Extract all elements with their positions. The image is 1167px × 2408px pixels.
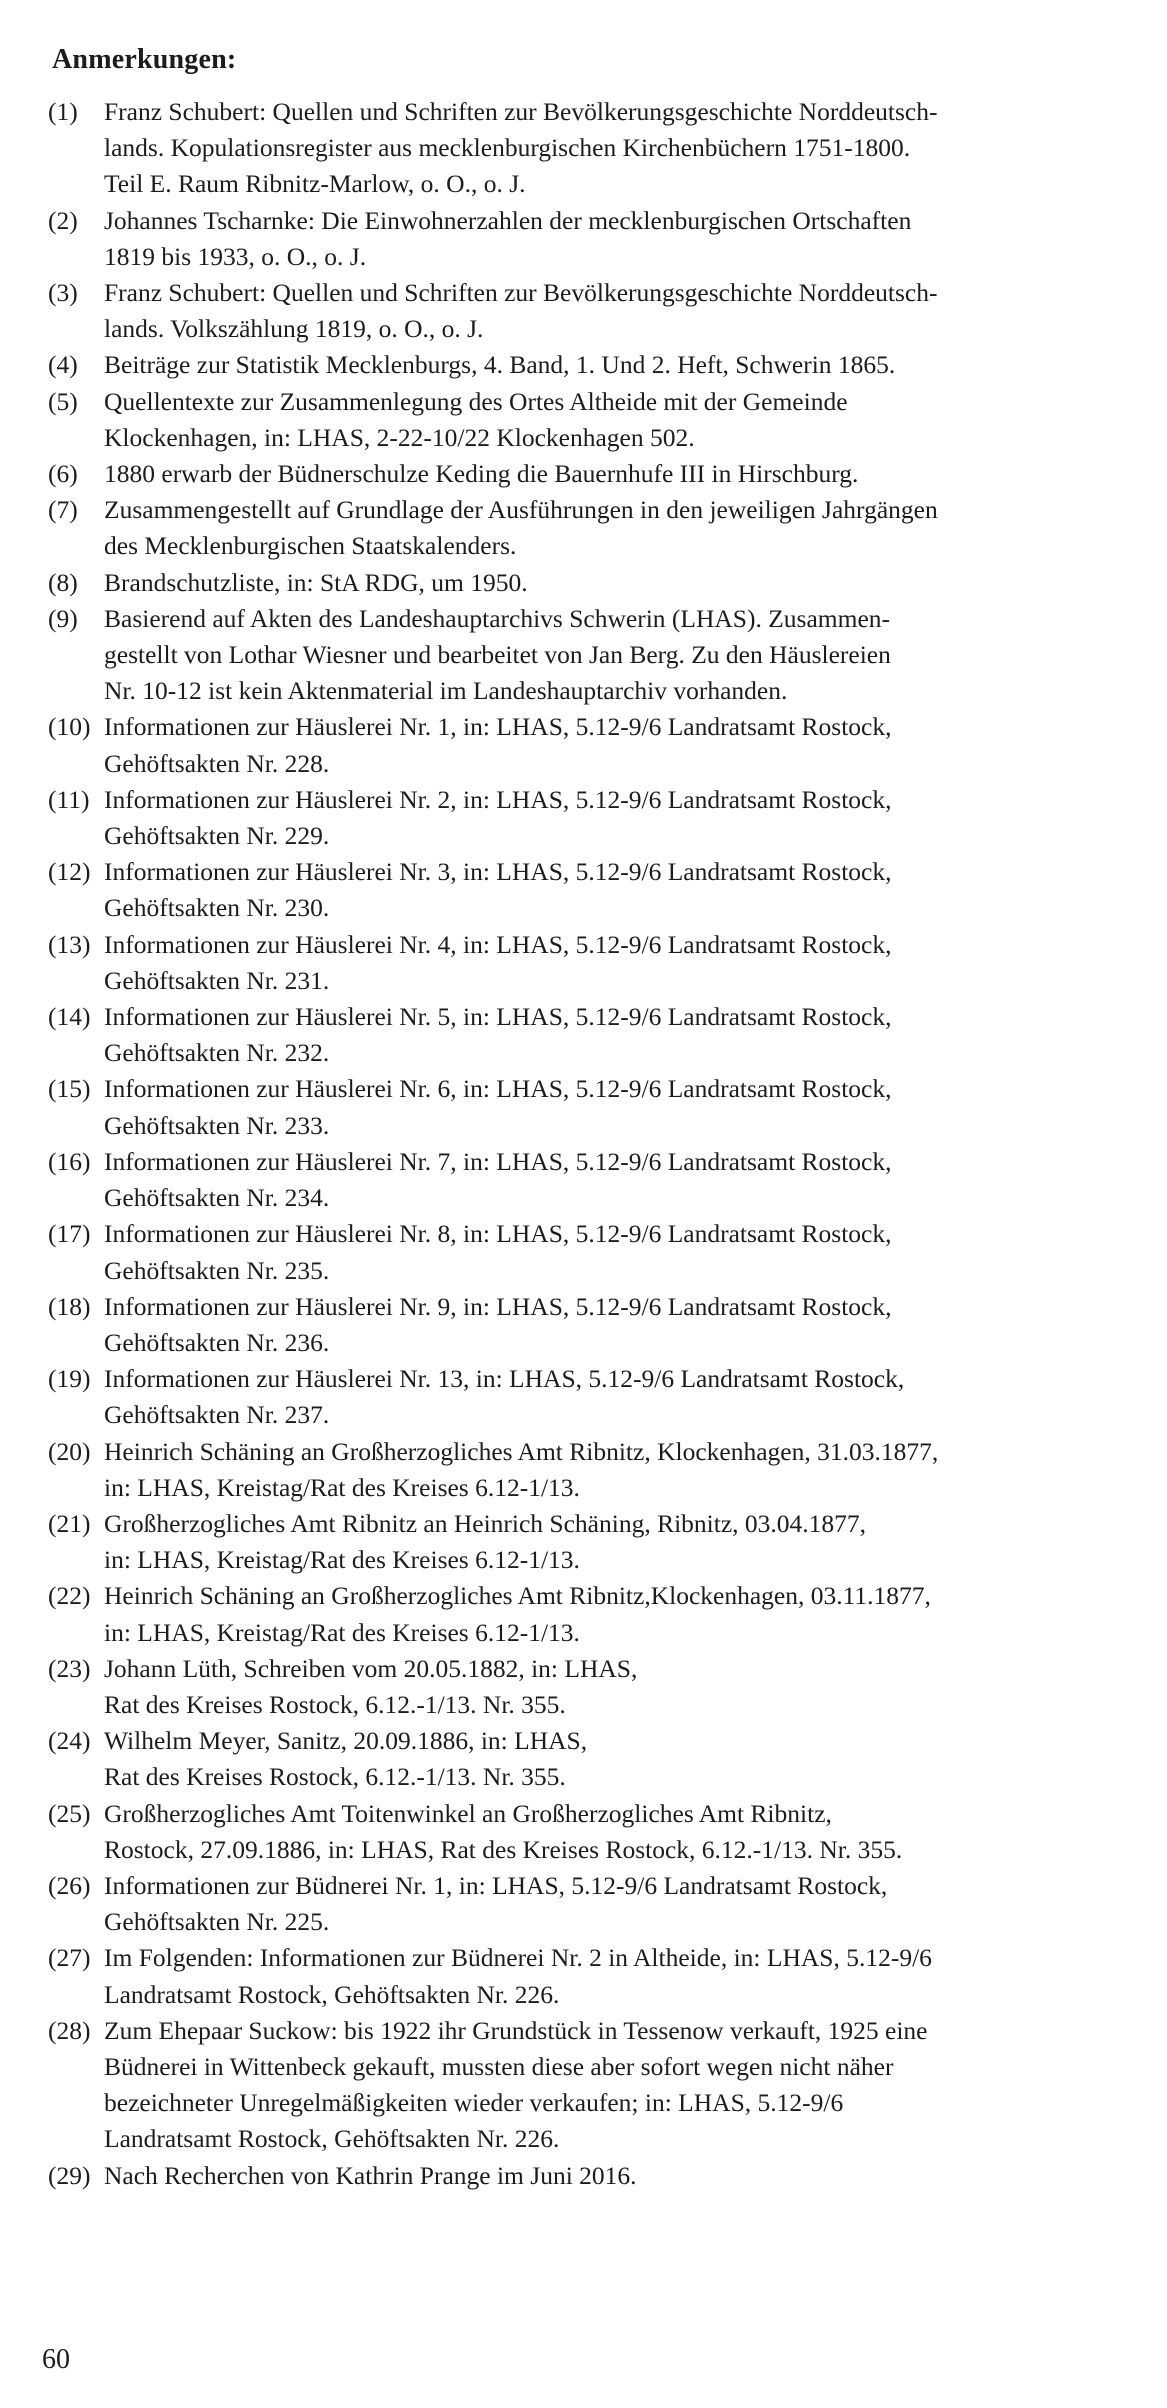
footnote-number: (3) bbox=[48, 278, 78, 308]
footnote-number: (29) bbox=[48, 2160, 91, 2190]
footnote-text-line: Gehöftsakten Nr. 229. bbox=[104, 821, 330, 851]
footnote-text-line: Landratsamt Rostock, Gehöftsakten Nr. 226. bbox=[104, 2124, 560, 2154]
footnote-text-line: Basierend auf Akten des Landeshauptarchivs Schwerin (LHAS). Zusammen- bbox=[104, 603, 891, 633]
footnote-number: (6) bbox=[48, 459, 78, 489]
footnote-text bbox=[104, 709, 1148, 781]
footnote-text bbox=[104, 347, 1148, 383]
footnote-number: (15) bbox=[48, 1074, 91, 1104]
footnote-text-line: Heinrich Schäning an Großherzogliches Amt Ribnitz,Klockenhagen, 03.11.1877, bbox=[104, 1581, 931, 1611]
footnote-number: (22) bbox=[48, 1581, 91, 1611]
footnote-text-line: Informationen zur Häuslerei Nr. 4, in: LHAS, 5.12-9/6 Landratsamt Rostock, bbox=[104, 929, 892, 959]
footnote-text-line: Teil E. Raum Ribnitz-Marlow, o. O., o. J. bbox=[104, 169, 526, 199]
footnote-item bbox=[48, 347, 1148, 383]
footnote-text-line: 1819 bis 1933, o. O., o. J. bbox=[104, 241, 367, 271]
footnote-item bbox=[48, 1144, 1148, 1216]
footnote-text-line: Informationen zur Häuslerei Nr. 1, in: LHAS, 5.12-9/6 Landratsamt Rostock, bbox=[104, 712, 892, 742]
footnote-text-line: Großherzogliches Amt Toitenwinkel an Großherzogliches Amt Ribnitz, bbox=[104, 1798, 832, 1828]
footnote-text-line: Informationen zur Häuslerei Nr. 6, in: LHAS, 5.12-9/6 Landratsamt Rostock, bbox=[104, 1074, 892, 1104]
footnote-number: (26) bbox=[48, 1870, 91, 1900]
footnote-text-line: Zusammengestellt auf Grundlage der Ausführungen in den jeweiligen Jahrgängen bbox=[104, 495, 938, 525]
footnote-text-line: Gehöftsakten Nr. 236. bbox=[104, 1327, 330, 1357]
footnote-text-line: in: LHAS, Kreistag/Rat des Kreises 6.12-1/13. bbox=[104, 1545, 580, 1575]
footnote-item bbox=[48, 492, 1148, 564]
footnote-item bbox=[48, 1216, 1148, 1288]
page-number: 60 bbox=[42, 2344, 70, 2375]
footnote-number: (1) bbox=[48, 97, 78, 126]
footnote-text-line: in: LHAS, Kreistag/Rat des Kreises 6.12-1/13. bbox=[104, 1472, 580, 1502]
footnote-text-line: Informationen zur Häuslerei Nr. 2, in: LHAS, 5.12-9/6 Landratsamt Rostock, bbox=[104, 784, 892, 814]
footnote-number: (12) bbox=[48, 857, 91, 887]
footnote-text bbox=[104, 1361, 1148, 1433]
footnote-item bbox=[48, 1578, 1148, 1650]
footnote-item bbox=[48, 94, 1148, 203]
notes-list bbox=[48, 94, 1148, 2194]
footnote-number: (17) bbox=[48, 1219, 91, 1249]
footnote-item bbox=[48, 1289, 1148, 1361]
footnote-text-line: Gehöftsakten Nr. 234. bbox=[104, 1183, 330, 1213]
footnote-item bbox=[48, 456, 1148, 492]
footnote-text-line: Zum Ehepaar Suckow: bis 1922 ihr Grundstück in Tessenow verkauft, 1925 eine bbox=[104, 2015, 928, 2045]
footnote-text-line: Landratsamt Rostock, Gehöftsakten Nr. 226. bbox=[104, 1979, 560, 2009]
footnote-text-line: lands. Volkszählung 1819, o. O., o. J. bbox=[104, 314, 484, 344]
footnote-text bbox=[104, 1796, 1148, 1868]
footnote-text-line: Großherzogliches Amt Ribnitz an Heinrich Schäning, Ribnitz, 03.04.1877, bbox=[104, 1508, 867, 1538]
footnote-text-line: Informationen zur Häuslerei Nr. 13, in: LHAS, 5.12-9/6 Landratsamt Rostock, bbox=[104, 1364, 905, 1394]
footnote-item bbox=[48, 999, 1148, 1071]
footnote-text-line: Nr. 10-12 ist kein Aktenmaterial im Landeshauptarchiv vorhanden. bbox=[104, 676, 788, 706]
footnote-text-line: Gehöftsakten Nr. 233. bbox=[104, 1110, 330, 1140]
footnote-number: (9) bbox=[48, 603, 78, 633]
footnote-item bbox=[48, 1506, 1148, 1578]
footnote-number: (19) bbox=[48, 1364, 91, 1394]
footnote-number: (7) bbox=[48, 495, 78, 525]
footnote-text-line: Informationen zur Häuslerei Nr. 3, in: LHAS, 5.12-9/6 Landratsamt Rostock, bbox=[104, 857, 892, 887]
footnote-text bbox=[104, 1289, 1148, 1361]
footnote-text bbox=[104, 275, 1148, 347]
footnote-text-line: Heinrich Schäning an Großherzogliches Amt Ribnitz, Klockenhagen, 31.03.1877, bbox=[104, 1436, 939, 1466]
footnote-item bbox=[48, 854, 1148, 926]
footnote-text bbox=[104, 1216, 1148, 1288]
footnote-text bbox=[104, 203, 1148, 275]
footnote-text-line: des Mecklenburgischen Staatskalenders. bbox=[104, 531, 517, 561]
footnote-text bbox=[104, 1940, 1148, 2012]
footnote-item bbox=[48, 203, 1148, 275]
notes-heading: Anmerkungen: bbox=[52, 44, 237, 75]
footnote-text-line: Informationen zur Häuslerei Nr. 5, in: LHAS, 5.12-9/6 Landratsamt Rostock, bbox=[104, 1002, 892, 1032]
footnote-text-line: Johann Lüth, Schreiben vom 20.05.1882, in: LHAS, bbox=[104, 1653, 638, 1683]
footnote-item bbox=[48, 2013, 1148, 2158]
footnote-item bbox=[48, 1723, 1148, 1795]
footnote-text bbox=[104, 2158, 1148, 2194]
footnote-item bbox=[48, 1651, 1148, 1723]
footnote-text-line: gestellt von Lothar Wiesner und bearbeitet von Jan Berg. Zu den Häuslereien bbox=[104, 640, 891, 670]
footnote-text-line: Nach Recherchen von Kathrin Prange im Juni 2016. bbox=[104, 2160, 637, 2190]
footnote-text-line: Rat des Kreises Rostock, 6.12.-1/13. Nr. 355. bbox=[104, 1762, 566, 1792]
footnote-number: (11) bbox=[48, 784, 90, 814]
footnote-text bbox=[104, 2013, 1148, 2158]
footnote-number: (14) bbox=[48, 1002, 91, 1032]
footnote-text bbox=[104, 1723, 1148, 1795]
footnote-number: (25) bbox=[48, 1798, 91, 1828]
footnote-number: (8) bbox=[48, 567, 78, 597]
footnote-text-line: bezeichneter Unregelmäßigkeiten wieder verkaufen; in: LHAS, 5.12-9/6 bbox=[104, 2088, 844, 2118]
footnote-text-line: Brandschutzliste, in: StA RDG, um 1950. bbox=[104, 567, 528, 597]
footnote-text-line: Informationen zur Häuslerei Nr. 9, in: LHAS, 5.12-9/6 Landratsamt Rostock, bbox=[104, 1291, 892, 1321]
footnote-number: (18) bbox=[48, 1291, 91, 1321]
footnote-text-line: Franz Schubert: Quellen und Schriften zur Bevölkerungsgeschichte Norddeutsch- bbox=[104, 278, 938, 308]
footnote-text bbox=[104, 601, 1148, 710]
footnote-text bbox=[104, 456, 1148, 492]
footnote-text-line: Franz Schubert: Quellen und Schriften zur Bevölkerungsgeschichte Norddeutsch- bbox=[104, 97, 938, 126]
footnote-text-line: Informationen zur Büdnerei Nr. 1, in: LHAS, 5.12-9/6 Landratsamt Rostock, bbox=[104, 1870, 888, 1900]
footnote-item bbox=[48, 275, 1148, 347]
footnote-text-line: Wilhelm Meyer, Sanitz, 20.09.1886, in: LHAS, bbox=[104, 1726, 588, 1756]
footnote-item bbox=[48, 1940, 1148, 2012]
footnote-text bbox=[104, 1144, 1148, 1216]
footnote-text-line: 1880 erwarb der Büdnerschulze Keding die Bauernhufe III in Hirschburg. bbox=[104, 459, 859, 489]
footnote-text-line: Büdnerei in Wittenbeck gekauft, mussten diese aber sofort wegen nicht näher bbox=[104, 2051, 894, 2081]
footnote-text-line: Gehöftsakten Nr. 235. bbox=[104, 1255, 330, 1285]
footnote-number: (20) bbox=[48, 1436, 91, 1466]
footnote-text-line: Quellentexte zur Zusammenlegung des Ortes Altheide mit der Gemeinde bbox=[104, 386, 848, 416]
footnote-text-line: Informationen zur Häuslerei Nr. 8, in: LHAS, 5.12-9/6 Landratsamt Rostock, bbox=[104, 1219, 892, 1249]
footnote-text bbox=[104, 565, 1148, 601]
footnote-text-line: Beiträge zur Statistik Mecklenburgs, 4. Band, 1. Und 2. Heft, Schwerin 1865. bbox=[104, 350, 896, 380]
footnote-text-line: Gehöftsakten Nr. 230. bbox=[104, 893, 330, 923]
footnote-number: (21) bbox=[48, 1508, 91, 1538]
footnote-text-line: Informationen zur Häuslerei Nr. 7, in: LHAS, 5.12-9/6 Landratsamt Rostock, bbox=[104, 1146, 892, 1176]
footnote-number: (10) bbox=[48, 712, 91, 742]
footnote-text bbox=[104, 999, 1148, 1071]
footnote-text bbox=[104, 384, 1148, 456]
footnote-text-line: Johannes Tscharnke: Die Einwohnerzahlen der mecklenburgischen Ortschaften bbox=[104, 205, 912, 235]
footnote-text bbox=[104, 782, 1148, 854]
footnote-text-line: in: LHAS, Kreistag/Rat des Kreises 6.12-1/13. bbox=[104, 1617, 580, 1647]
footnote-text bbox=[104, 94, 1148, 203]
footnote-item bbox=[48, 565, 1148, 601]
footnote-item bbox=[48, 601, 1148, 710]
footnote-number: (16) bbox=[48, 1146, 91, 1176]
footnote-text-line: Gehöftsakten Nr. 232. bbox=[104, 1038, 330, 1068]
footnote-number: (23) bbox=[48, 1653, 91, 1683]
footnote-text bbox=[104, 854, 1148, 926]
footnote-item bbox=[48, 384, 1148, 456]
footnote-item bbox=[48, 709, 1148, 781]
footnote-text-line: Gehöftsakten Nr. 228. bbox=[104, 748, 330, 778]
footnote-text bbox=[104, 1071, 1148, 1143]
footnote-number: (27) bbox=[48, 1943, 91, 1973]
footnote-text bbox=[104, 1434, 1148, 1506]
footnote-item bbox=[48, 1071, 1148, 1143]
footnote-number: (13) bbox=[48, 929, 91, 959]
footnote-item bbox=[48, 1868, 1148, 1940]
footnote-item bbox=[48, 1361, 1148, 1433]
footnote-number: (5) bbox=[48, 386, 78, 416]
footnote-text bbox=[104, 1506, 1148, 1578]
footnote-text bbox=[104, 927, 1148, 999]
footnote-text-line: Rostock, 27.09.1886, in: LHAS, Rat des Kreises Rostock, 6.12.-1/13. Nr. 355. bbox=[104, 1834, 903, 1864]
footnote-text bbox=[104, 1651, 1148, 1723]
footnote-text-line: Gehöftsakten Nr. 225. bbox=[104, 1907, 330, 1937]
footnote-item bbox=[48, 927, 1148, 999]
footnote-text-line: Gehöftsakten Nr. 237. bbox=[104, 1400, 330, 1430]
footnote-number: (2) bbox=[48, 205, 78, 235]
footnote-text-line: Klockenhagen, in: LHAS, 2-22-10/22 Klockenhagen 502. bbox=[104, 422, 695, 452]
footnote-text-line: Im Folgenden: Informationen zur Büdnerei Nr. 2 in Altheide, in: LHAS, 5.12-9/6 bbox=[104, 1943, 932, 1973]
footnote-text bbox=[104, 1868, 1148, 1940]
footnote-item bbox=[48, 1434, 1148, 1506]
footnote-number: (4) bbox=[48, 350, 78, 380]
footnote-text-line: Gehöftsakten Nr. 231. bbox=[104, 965, 330, 995]
footnote-item bbox=[48, 2158, 1148, 2194]
footnote-number: (28) bbox=[48, 2015, 91, 2045]
footnote-item bbox=[48, 782, 1148, 854]
footnote-text bbox=[104, 1578, 1148, 1650]
footnote-item bbox=[48, 1796, 1148, 1868]
footnote-text bbox=[104, 492, 1148, 564]
footnote-text-line: Rat des Kreises Rostock, 6.12.-1/13. Nr. 355. bbox=[104, 1689, 566, 1719]
footnote-text-line: lands. Kopulationsregister aus mecklenburgischen Kirchenbüchern 1751-1800. bbox=[104, 133, 911, 163]
footnote-number: (24) bbox=[48, 1726, 91, 1756]
